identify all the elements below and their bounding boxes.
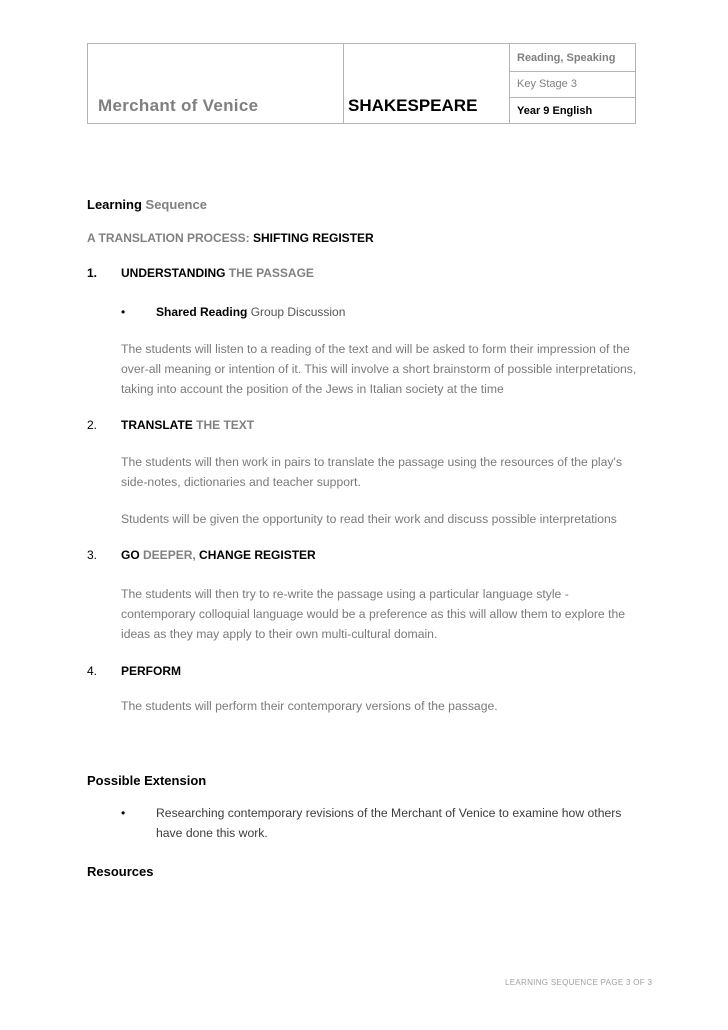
step-paragraph: The students will perform their contemporary versions of the passage. — [121, 699, 498, 713]
step-title-grey: THE TEXT — [196, 418, 255, 432]
bullet-text — [156, 302, 345, 322]
step-paragraph: The students will then try to re-write the passage using a particular language style - contemporary colloquial language would be a preference as this will allow them to explore the ideas as they may apply to their own multi-cultural domain. — [121, 587, 626, 641]
table-divider — [509, 44, 510, 123]
resources-heading: Resources — [87, 864, 154, 879]
stage-cell: Key Stage 3 — [517, 78, 577, 90]
section-heading — [87, 195, 207, 215]
bullet-bold: Shared Reading — [156, 305, 248, 319]
header-table — [87, 43, 636, 124]
table-divider — [509, 71, 635, 72]
step-paragraph-2: Students will be given the opportunity to read their work and discuss possible interpretations — [121, 512, 617, 526]
step-paragraph: The students will listen to a reading of the text and will be asked to form their impression of the over-all meaning or intention of it. This will involve a short brainstorm of possible interpretations, taking into account the position of the Jews in Italian society at the time — [121, 342, 637, 396]
step-number: 4. — [87, 664, 98, 678]
step-paragraph: The students will then work in pairs to translate the passage using the resources of the play's side-notes, dictionaries and teacher support. — [121, 455, 622, 489]
step-title-bold: UNDERSTANDING — [121, 266, 226, 280]
bullet-icon: • — [121, 806, 126, 820]
step-title — [121, 415, 254, 435]
step-title-grey: DEEPER, — [143, 548, 196, 562]
step-title — [121, 545, 316, 565]
sub-heading — [87, 228, 374, 248]
step-number: 3. — [87, 548, 98, 562]
step-title-bold-2: CHANGE REGISTER — [199, 548, 316, 562]
page-footer: LEARNING SEQUENCE PAGE 3 OF 3 — [505, 978, 653, 987]
year-cell: Year 9 English — [517, 105, 593, 117]
doc-title: Merchant of Venice — [98, 96, 259, 115]
step-number: 1. — [87, 266, 98, 280]
step-title: PERFORM — [121, 664, 181, 678]
extension-bullet-text: Researching contemporary revisions of the Merchant of Venice to examine how others have done this work. — [156, 806, 622, 840]
step-title-grey: THE PASSAGE — [228, 266, 314, 280]
subject-cell: Reading, Speaking — [517, 52, 616, 64]
step-title — [121, 263, 314, 283]
table-divider — [509, 97, 635, 98]
bullet-icon: • — [121, 305, 126, 319]
step-title-bold: GO — [121, 548, 140, 562]
subheading-bold: SHIFTING REGISTER — [253, 231, 374, 245]
doc-author: SHAKESPEARE — [348, 96, 478, 115]
extension-heading: Possible Extension — [87, 773, 207, 788]
step-number: 2. — [87, 418, 98, 432]
table-divider — [343, 44, 344, 123]
bullet-rest: Group Discussion — [250, 305, 346, 319]
heading-bold: Learning — [87, 197, 142, 212]
heading-grey: Sequence — [145, 197, 207, 212]
step-title-bold: TRANSLATE — [121, 418, 193, 432]
subheading-grey: A TRANSLATION PROCESS: — [87, 231, 250, 245]
